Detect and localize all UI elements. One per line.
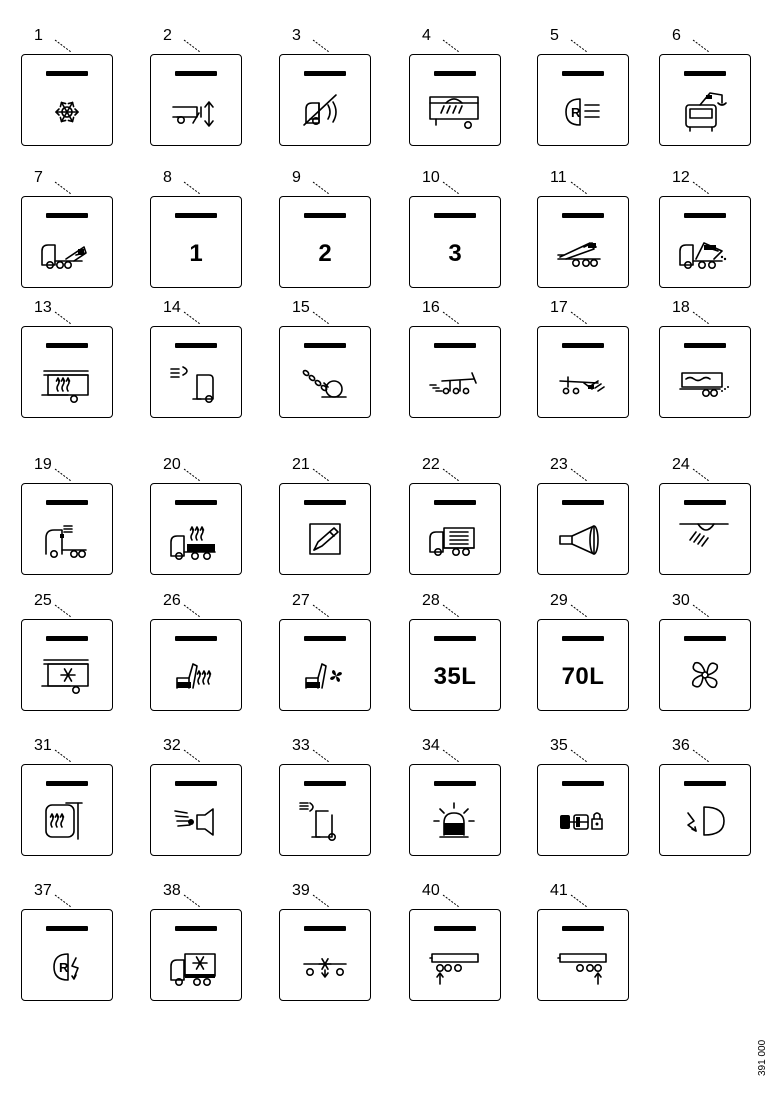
callout-leader-line (571, 605, 591, 619)
callout-number: 18 (672, 299, 690, 316)
callout-number: 15 (292, 299, 310, 316)
trailer-front-light-icon (554, 361, 612, 407)
indicator-bar (304, 213, 346, 218)
callout-leader-line (184, 895, 204, 909)
indicator-bar (434, 781, 476, 786)
callout-number: 5 (550, 27, 559, 44)
number-1-icon: 1 (189, 240, 203, 267)
callout-leader-line (693, 40, 713, 54)
interior-lamp-icon (676, 518, 734, 564)
indicator-bar (562, 343, 604, 348)
callout-leader-line (313, 895, 333, 909)
switch-tile (279, 764, 371, 856)
callout-number: 39 (292, 882, 310, 899)
switch-symbol-36 (659, 738, 778, 868)
switch-symbol-33 (279, 738, 409, 868)
indicator-bar (434, 926, 476, 931)
indicator-bar (434, 500, 476, 505)
switch-tile (150, 619, 242, 711)
callout-leader-line (313, 312, 333, 326)
seat-heating-icon (167, 654, 225, 700)
switch-symbol-26 (150, 593, 280, 723)
switch-symbol-20 (150, 457, 280, 587)
callout-leader-line (184, 312, 204, 326)
switch-symbol-22 (409, 457, 539, 587)
truck-lift-axle-icon (167, 89, 225, 135)
callout-leader-line (184, 40, 204, 54)
indicator-bar (304, 343, 346, 348)
switch-tile (21, 483, 113, 575)
callout-number: 29 (550, 592, 568, 609)
callout-leader-line (313, 182, 333, 196)
truck-crane-icon (676, 89, 734, 135)
switch-tile (279, 196, 371, 288)
callout-leader-line (443, 182, 463, 196)
callout-leader-line (184, 182, 204, 196)
indicator-bar (304, 500, 346, 505)
switch-tile (659, 196, 751, 288)
truck-rear-tipper-icon (38, 231, 96, 277)
switch-tile (279, 326, 371, 418)
tank-70l-icon: 70L (561, 663, 605, 690)
switch-tile (537, 326, 629, 418)
indicator-bar (562, 500, 604, 505)
indicator-bar (175, 213, 217, 218)
callout-leader-line (571, 469, 591, 483)
callout-leader-line (313, 469, 333, 483)
callout-leader-line (55, 40, 75, 54)
callout-number: 13 (34, 299, 52, 316)
indicator-bar (434, 636, 476, 641)
auxiliary-headlight-icon (676, 799, 734, 845)
switch-tile (409, 909, 501, 1001)
switch-tile (659, 54, 751, 146)
indicator-bar (46, 926, 88, 931)
switch-symbol-39 (279, 883, 409, 1013)
indicator-bar (434, 213, 476, 218)
switch-symbol-19 (21, 457, 151, 587)
callout-leader-line (55, 750, 75, 764)
indicator-bar (434, 343, 476, 348)
number-3-icon: 3 (448, 240, 462, 267)
switch-tile (537, 764, 629, 856)
switch-symbol-27 (279, 593, 409, 723)
callout-leader-line (693, 312, 713, 326)
switch-symbol-40 (409, 883, 539, 1013)
indicator-bar (562, 71, 604, 76)
callout-number: 33 (292, 737, 310, 754)
indicator-bar (434, 71, 476, 76)
indicator-bar (304, 781, 346, 786)
svg-text:R: R (571, 105, 581, 120)
switch-tile (21, 909, 113, 1001)
switch-symbol-24 (659, 457, 778, 587)
switch-tile (409, 326, 501, 418)
switch-symbol-12 (659, 170, 778, 300)
switch-tile (150, 196, 242, 288)
indicator-bar (46, 213, 88, 218)
spot-light-icon (167, 799, 225, 845)
pen-in-frame-icon (296, 518, 354, 564)
truck-cargo-refrigeration-icon (167, 944, 225, 990)
callout-number: 8 (163, 169, 172, 186)
horn-icon (554, 518, 612, 564)
callout-leader-line (571, 40, 591, 54)
switch-tile (537, 619, 629, 711)
indicator-bar (684, 500, 726, 505)
callout-number: 6 (672, 27, 681, 44)
switch-symbol-7 (21, 170, 151, 300)
indicator-bar (684, 781, 726, 786)
indicator-bar (46, 500, 88, 505)
switch-tile (279, 483, 371, 575)
callout-number: 21 (292, 456, 310, 473)
callout-leader-line (693, 605, 713, 619)
callout-number: 26 (163, 592, 181, 609)
callout-leader-line (313, 750, 333, 764)
switch-symbol-35 (537, 738, 667, 868)
switch-symbol-21 (279, 457, 409, 587)
callout-number: 4 (422, 27, 431, 44)
indicator-bar (304, 71, 346, 76)
chain-wheel-icon (296, 361, 354, 407)
switch-tile (150, 909, 242, 1001)
callout-number: 41 (550, 882, 568, 899)
indicator-bar (175, 636, 217, 641)
trailer-spray-icon (676, 361, 734, 407)
switch-symbol-8 (150, 170, 280, 300)
switch-symbol-18 (659, 300, 778, 430)
switch-tile (659, 483, 751, 575)
switch-symbol-5 (537, 28, 667, 158)
switch-tile (150, 54, 242, 146)
callout-leader-line (55, 605, 75, 619)
switch-symbol-14 (150, 300, 280, 430)
callout-number: 11 (550, 169, 567, 186)
switch-tile (537, 196, 629, 288)
switch-symbol-17 (537, 300, 667, 430)
switch-symbol-38 (150, 883, 280, 1013)
indicator-bar (304, 636, 346, 641)
switch-symbol-3 (279, 28, 409, 158)
switch-symbol-34 (409, 738, 539, 868)
switch-symbol-23 (537, 457, 667, 587)
callout-leader-line (184, 750, 204, 764)
callout-leader-line (184, 469, 204, 483)
callout-number: 31 (34, 737, 52, 754)
callout-number: 27 (292, 592, 310, 609)
callout-number: 3 (292, 27, 301, 44)
callout-leader-line (571, 895, 591, 909)
switch-symbol-41 (537, 883, 667, 1013)
indicator-bar (684, 636, 726, 641)
indicator-bar (562, 926, 604, 931)
indicator-bar (684, 343, 726, 348)
indicator-bar (46, 636, 88, 641)
truck-sound-off-icon (296, 89, 354, 135)
callout-leader-line (571, 750, 591, 764)
truck-cargo-light-icon (426, 518, 484, 564)
svg-text:R: R (59, 960, 69, 975)
indicator-bar (46, 343, 88, 348)
switch-tile (21, 54, 113, 146)
callout-number: 28 (422, 592, 440, 609)
trailer-axle-lift-rear-icon (554, 944, 612, 990)
callout-leader-line (443, 605, 463, 619)
callout-number: 34 (422, 737, 440, 754)
callout-leader-line (443, 469, 463, 483)
switch-symbol-16 (409, 300, 539, 430)
callout-number: 17 (550, 299, 568, 316)
switch-tile (279, 909, 371, 1001)
switch-symbol-29 (537, 593, 667, 723)
indicator-bar (684, 213, 726, 218)
callout-number: 38 (163, 882, 181, 899)
callout-leader-line (443, 312, 463, 326)
switch-symbol-31 (21, 738, 151, 868)
callout-leader-line (443, 750, 463, 764)
callout-number: 1 (34, 27, 43, 44)
callout-number: 7 (34, 169, 43, 186)
callout-leader-line (184, 605, 204, 619)
switch-tile (150, 764, 242, 856)
truck-cab-light-icon (38, 518, 96, 564)
trailer-axle-lift-front-icon (426, 944, 484, 990)
switch-symbol-37 (21, 883, 151, 1013)
indicator-bar (304, 926, 346, 931)
callout-leader-line (313, 605, 333, 619)
indicator-bar (562, 781, 604, 786)
callout-number: 36 (672, 737, 690, 754)
callout-number: 19 (34, 456, 52, 473)
figure-reference: 391 000 (757, 1039, 768, 1076)
callout-leader-line (571, 182, 591, 196)
switch-symbol-13 (21, 300, 151, 430)
switch-symbol-11 (537, 170, 667, 300)
switch-symbol-1 (21, 28, 151, 158)
switch-tile (150, 483, 242, 575)
callout-number: 2 (163, 27, 172, 44)
callout-leader-line (55, 182, 75, 196)
switch-symbol-15 (279, 300, 409, 430)
callout-leader-line (693, 182, 713, 196)
switch-tile (409, 483, 501, 575)
axle-lock-icon (554, 799, 612, 845)
axle-differential-icon (296, 944, 354, 990)
callout-number: 35 (550, 737, 568, 754)
callout-number: 24 (672, 456, 690, 473)
switch-tile (21, 764, 113, 856)
mirror-heating-icon (38, 799, 96, 845)
truck-tipper-icon (676, 231, 734, 277)
indicator-bar (175, 926, 217, 931)
truck-body-heating-icon (167, 518, 225, 564)
switch-symbol-9 (279, 170, 409, 300)
body-heating-icon (38, 361, 96, 407)
callout-number: 10 (422, 169, 440, 186)
switch-tile (409, 196, 501, 288)
snowflake-icon (38, 89, 96, 135)
fan-icon (676, 654, 734, 700)
indicator-bar (175, 500, 217, 505)
callout-leader-line (693, 750, 713, 764)
callout-leader-line (55, 469, 75, 483)
switch-tile (150, 326, 242, 418)
body-refrigeration-icon (38, 654, 96, 700)
callout-leader-line (693, 469, 713, 483)
indicator-bar (46, 71, 88, 76)
trailer-rear-light-icon (426, 361, 484, 407)
switch-tile (279, 619, 371, 711)
callout-number: 22 (422, 456, 440, 473)
indicator-bar (175, 343, 217, 348)
switch-tile (409, 619, 501, 711)
switch-symbol-32 (150, 738, 280, 868)
callout-number: 12 (672, 169, 690, 186)
indicator-bar (175, 781, 217, 786)
callout-leader-line (55, 312, 75, 326)
switch-tile (537, 54, 629, 146)
callout-number: 32 (163, 737, 181, 754)
callout-number: 20 (163, 456, 181, 473)
cab-work-light-rear-icon (167, 361, 225, 407)
beacon-light-icon (426, 799, 484, 845)
switch-tile (537, 909, 629, 1001)
switch-tile (537, 483, 629, 575)
callout-number: 40 (422, 882, 440, 899)
number-2-icon: 2 (318, 240, 332, 267)
switch-tile (21, 196, 113, 288)
trailer-tipper-icon (554, 231, 612, 277)
indicator-bar (175, 71, 217, 76)
switch-symbol-25 (21, 593, 151, 723)
callout-number: 30 (672, 592, 690, 609)
indicator-bar (46, 781, 88, 786)
switch-tile (21, 326, 113, 418)
callout-number: 25 (34, 592, 52, 609)
callout-number: 9 (292, 169, 301, 186)
indicator-bar (562, 213, 604, 218)
switch-symbol-28 (409, 593, 539, 723)
switch-symbol-6 (659, 28, 778, 158)
cab-work-light-icon (426, 89, 484, 135)
callout-leader-line (571, 312, 591, 326)
switch-tile (659, 326, 751, 418)
indicator-bar (562, 636, 604, 641)
seat-ventilation-icon (296, 654, 354, 700)
switch-tile (409, 764, 501, 856)
callout-leader-line (443, 895, 463, 909)
switch-tile (21, 619, 113, 711)
switch-symbol-4 (409, 28, 539, 158)
callout-number: 14 (163, 299, 181, 316)
indicator-bar (684, 71, 726, 76)
rear-fog-electric-icon (38, 944, 96, 990)
switch-symbol-2 (150, 28, 280, 158)
switch-tile (279, 54, 371, 146)
callout-number: 23 (550, 456, 568, 473)
rear-fog-light-icon (554, 89, 612, 135)
switch-tile (659, 619, 751, 711)
switch-symbol-30 (659, 593, 778, 723)
switch-tile (659, 764, 751, 856)
cab-spot-light-icon (296, 799, 354, 845)
tank-35l-icon: 35L (433, 663, 477, 690)
callout-leader-line (313, 40, 333, 54)
callout-leader-line (55, 895, 75, 909)
switch-tile (409, 54, 501, 146)
callout-number: 37 (34, 882, 52, 899)
switch-symbol-10 (409, 170, 539, 300)
callout-leader-line (443, 40, 463, 54)
callout-number: 16 (422, 299, 440, 316)
